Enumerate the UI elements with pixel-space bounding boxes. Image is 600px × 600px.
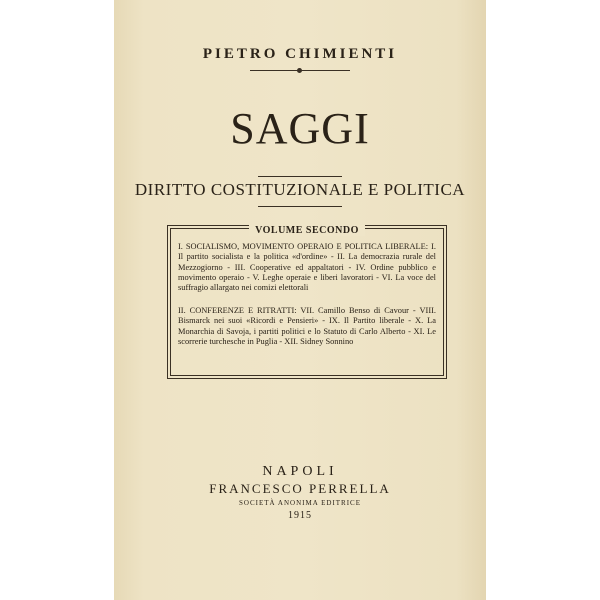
rule-top <box>258 176 342 177</box>
divider-dot <box>297 68 302 73</box>
volume-heading <box>171 220 443 238</box>
rule-bottom <box>258 206 342 207</box>
contents-part-1: I. SOCIALISMO, MOVIMENTO OPERAIO E POLITICA LIBERALE: I. Il partito socialista e la politica «d'ordine» - II. La democrazia rurale del Mezzogiorno - III. Cooperative ed appaltatori - IV. Ordine pubblico e movimento operaio - V. Leghe operaie e liberi lavoratori - VI. La voce del suffragio allargato nei comizi elettorali <box>178 242 436 293</box>
contents-part-2: II. CONFERENZE E RITRATTI: VII. Camillo Benso di Cavour - VIII. Bismarck nei suoi «Ricordi e Pensieri» - IX. Il Partito liberale - X. La Monarchia di Savoja, i partiti politici e lo Statuto di Carlo Alberto - XI. Le scorrerie turchesche in Puglia - XII. Sidney Sonnino <box>178 306 436 346</box>
volume-label: VOLUME SECONDO <box>249 225 365 236</box>
book-title: SAGGI <box>230 104 370 153</box>
ornament-divider <box>250 70 350 72</box>
title-page <box>114 0 486 600</box>
contents-box <box>170 225 444 376</box>
book-subtitle: DIRITTO COSTITUZIONALE E POLITICA <box>134 180 466 199</box>
imprint-publisher: FRANCESCO PERRELLA <box>209 481 391 496</box>
imprint-society: SOCIETÀ ANONIMA EDITRICE <box>239 499 361 507</box>
imprint-year: 1915 <box>288 510 312 521</box>
author-name: PIETRO CHIMIENTI <box>202 46 398 62</box>
imprint-city: NAPOLI <box>262 464 338 479</box>
